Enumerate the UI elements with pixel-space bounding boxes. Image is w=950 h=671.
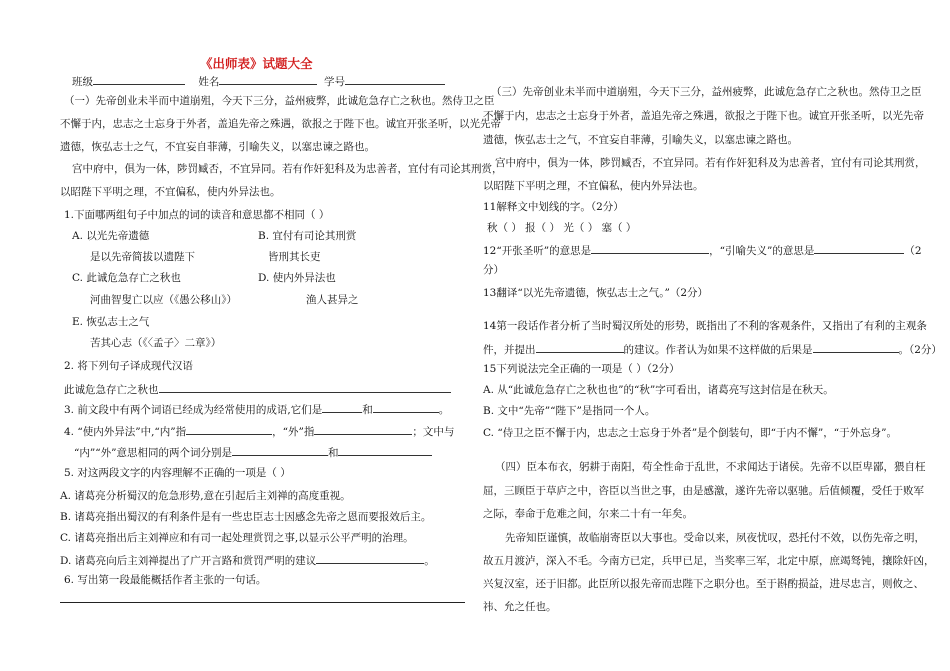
idiom-1-field[interactable] [322, 402, 362, 413]
consequence-field[interactable] [813, 342, 899, 353]
question-4-text: ；文中与 [412, 426, 455, 438]
question-11: 11解释文中划线的字。（2分） [483, 201, 624, 213]
choice-c: C. “侍卫之臣不懈于内，忠志之士忘身于外者”是个倒装句，即“于内不懈”，“于外忘身”。 [483, 427, 898, 439]
translation-field[interactable] [159, 382, 451, 393]
question-14: 14第一段话作者分析了当时蜀汉所处的形势，既指出了不利的客观条件，又指出了有利的主观条 [483, 320, 927, 332]
question-4-text: “内”“外”意思相同的两个词分别是 [74, 447, 232, 459]
passage-line: 宫中府中，俱为一体，陟罚臧否，不宜异同。若有作奸犯科及为忠善者，宜付有司论其刑赏， [495, 157, 926, 169]
conjunction: 和 [327, 447, 339, 459]
outer-meaning-field[interactable] [314, 424, 412, 435]
word-1-field[interactable] [232, 445, 328, 456]
option-d: D. 使内外异法也 [258, 272, 336, 284]
conjunction: 和 [362, 404, 373, 416]
question-13: 13翻译“以光先帝遗德，恢弘志士之气。”（2分） [483, 287, 709, 299]
yinyu-field[interactable] [814, 243, 904, 254]
question-15: 15下列说法完全正确的一项是（ ）（2分） [483, 363, 680, 375]
passage-line: 宫中府中，俱为一体，陟罚臧否，不宜异同。若有作奸犯科及为忠善者，宜付有司论其刑赏， [72, 163, 503, 175]
class-field[interactable] [93, 74, 185, 85]
question-4-text: 4. “使内外异法”中,“内”指 [64, 426, 187, 438]
question-14-cont [483, 342, 942, 357]
passage-line: （三）先帝创业未半而中道崩殂，今天下三分，益州疲弊，此诚危急存亡之秋也。然侍卫之臣 [491, 86, 922, 98]
question-1: 1.下面哪两组句子中加点的词的读音和意思都不相同（ ） [64, 209, 330, 221]
question-14-text: 件，并提出 [483, 344, 536, 356]
suggestion-field[interactable] [536, 342, 624, 353]
question-2-sentence [64, 382, 451, 397]
passage-line: 以昭陛下平明之理，不宜偏私，使内外异法也。 [483, 180, 704, 192]
name-label: 姓名 [198, 76, 220, 88]
passage-4-line: 屈，三顾臣于草庐之中，咨臣以当世之事，由是感激，遂许先帝以驱驰。后值倾覆，受任于败军 [483, 485, 924, 497]
choice-d: D. 诸葛亮向后主刘禅提出了广开言路和赏罚严明的建议 。 [60, 555, 435, 567]
question-12 [483, 243, 922, 258]
choice-d-field[interactable] [316, 553, 424, 564]
passage-line: 遗德，恢弘志士之气，不宜妄自菲薄，引喻失义，以塞忠谏之路也。 [60, 141, 375, 153]
id-label: 学号 [324, 76, 346, 88]
question-3-text: 3. 前文段中有两个词语已经成为经常使用的成语,它们是 [64, 404, 323, 416]
choice-c: C. 诸葛亮指出后主刘禅应和有司一起处理赏罚之事,以显示公平严明的治理。 [60, 532, 414, 544]
passage-4-line: 之际，奉命于危难之间，尔来二十有一年矣。 [483, 508, 693, 520]
option-c-pair: 河曲智叟亡以应（《愚公移山》） [90, 294, 237, 306]
choice-d-text: D. 诸葛亮向后主刘禅提出了广开言路和赏罚严明的建议 [60, 555, 317, 567]
passage-line: （一）先帝创业未半而中道崩殂，今天下三分，益州疲弊，此诚危急存亡之秋也。然侍卫之臣 [64, 95, 495, 107]
class-label: 班级 [72, 76, 93, 88]
question-3: 3. 前文段中有两个词语已经成为经常使用的成语,它们是 和 。 [64, 404, 450, 416]
score: 。（2分） [898, 344, 942, 356]
passage-line: 遗德，恢弘志士之气，不宜妄自菲薄，引喻失义，以塞忠谏之路也。 [483, 134, 798, 146]
choice-a: A. 从“此诚危急存亡之秋也也”的“秋”字可看出，诸葛亮写这封信是在秋天。 [483, 384, 834, 396]
choice-b: B. 文中“先帝”“陛下”是指同一个人。 [483, 405, 656, 417]
choice-a: A. 诸葛亮分析蜀汉的危急形势,意在引起后主刘禅的高度重视。 [60, 490, 351, 502]
option-d-pair: 渔人甚异之 [306, 294, 359, 306]
passage-line: 以昭陛下平明之理，不宜偏私，使内外异法也。 [60, 186, 281, 198]
student-info-line [72, 74, 445, 89]
inner-meaning-field[interactable] [186, 424, 272, 435]
question-12-text: 12“开张圣听”的意思是 [483, 245, 592, 257]
choice-b: B. 诸葛亮指出蜀汉的有利条件是有一些忠臣志士因感念先帝之恩而要报效后主。 [60, 511, 432, 523]
option-b: B. 宜付有司论其刑赏 [258, 230, 357, 242]
question-4-cont [74, 445, 432, 460]
option-b-pair: 皆刑其长吏 [268, 251, 321, 263]
passage-line: 不懈于内，忠志之士忘身于外者，盖追先帝之殊遇，欲报之于陛下也。诚宜开张圣听，以光先帝 [60, 118, 501, 130]
question-2: 2. 将下列句子译成现代汉语 [64, 360, 193, 372]
score: （2 [904, 245, 922, 257]
passage-line: 不懈于内，忠志之士忘身于外者，盖追先帝之殊遇，欲报之于陛下也。诚宜开张圣听，以光先帝 [483, 110, 924, 122]
idiom-2-field[interactable] [373, 402, 439, 413]
question-4-text: ，“外”指 [272, 426, 315, 438]
passage-4-line: （四）臣本布衣，躬耕于南阳，苟全性命于乱世，不求闻达于诸侯。先帝不以臣卑鄙，猥自枉 [495, 461, 926, 473]
question-14-text: 的建议。作者认为如果不这样做的后果是 [623, 344, 813, 356]
kaizhang-field[interactable] [591, 243, 709, 254]
passage-4-line: 故五月渡泸，深入不毛。今南方已定，兵甲已足，当奖率三军，北定中原，庶竭驽钝，攘除奸凶， [483, 555, 935, 567]
id-field[interactable] [345, 74, 445, 85]
question-6: 6. 写出第一段最能概括作者主张的一句话。 [64, 574, 267, 586]
question-11-words: 秋（ ） 报（ ） 光（ ） 塞（ ） [487, 222, 637, 234]
question-5: 5. 对这两段文字的内容理解不正确的一项是（ ） [64, 467, 291, 479]
option-c: C. 此诚危急存亡之秋也 [72, 272, 181, 284]
question-12-score: 分） [483, 264, 504, 276]
question-4 [64, 424, 454, 439]
option-e: E. 恢弘志士之气 [72, 316, 150, 328]
translate-sentence: 此诚危急存亡之秋也 [64, 384, 159, 396]
name-field[interactable] [219, 74, 317, 85]
option-a: A. 以光先帝遗德 [72, 230, 150, 242]
option-a-pair: 是以先帝简拔以遗陛下 [90, 251, 195, 263]
passage-4-line: 先帝知臣谨慎，故临崩寄臣以大事也。受命以来，夙夜忧叹，恐托付不效，以伤先帝之明， [505, 532, 925, 544]
page-title: 《出师表》试题大全 [200, 56, 313, 71]
word-2-field[interactable] [338, 445, 432, 456]
passage-4-line: 祎、允之任也。 [483, 601, 557, 613]
question-12-text: ，“引喻失义”的意思是 [709, 245, 815, 257]
option-e-pair: 苦其心志（《〈孟子〉二章》） [90, 337, 222, 349]
passage-4-line: 兴复汉室，还于旧都。此臣所以报先帝而忠陛下之职分也。至于斟酌损益，进尽忠言，则攸之、 [483, 578, 924, 590]
answer-line[interactable] [60, 602, 465, 603]
